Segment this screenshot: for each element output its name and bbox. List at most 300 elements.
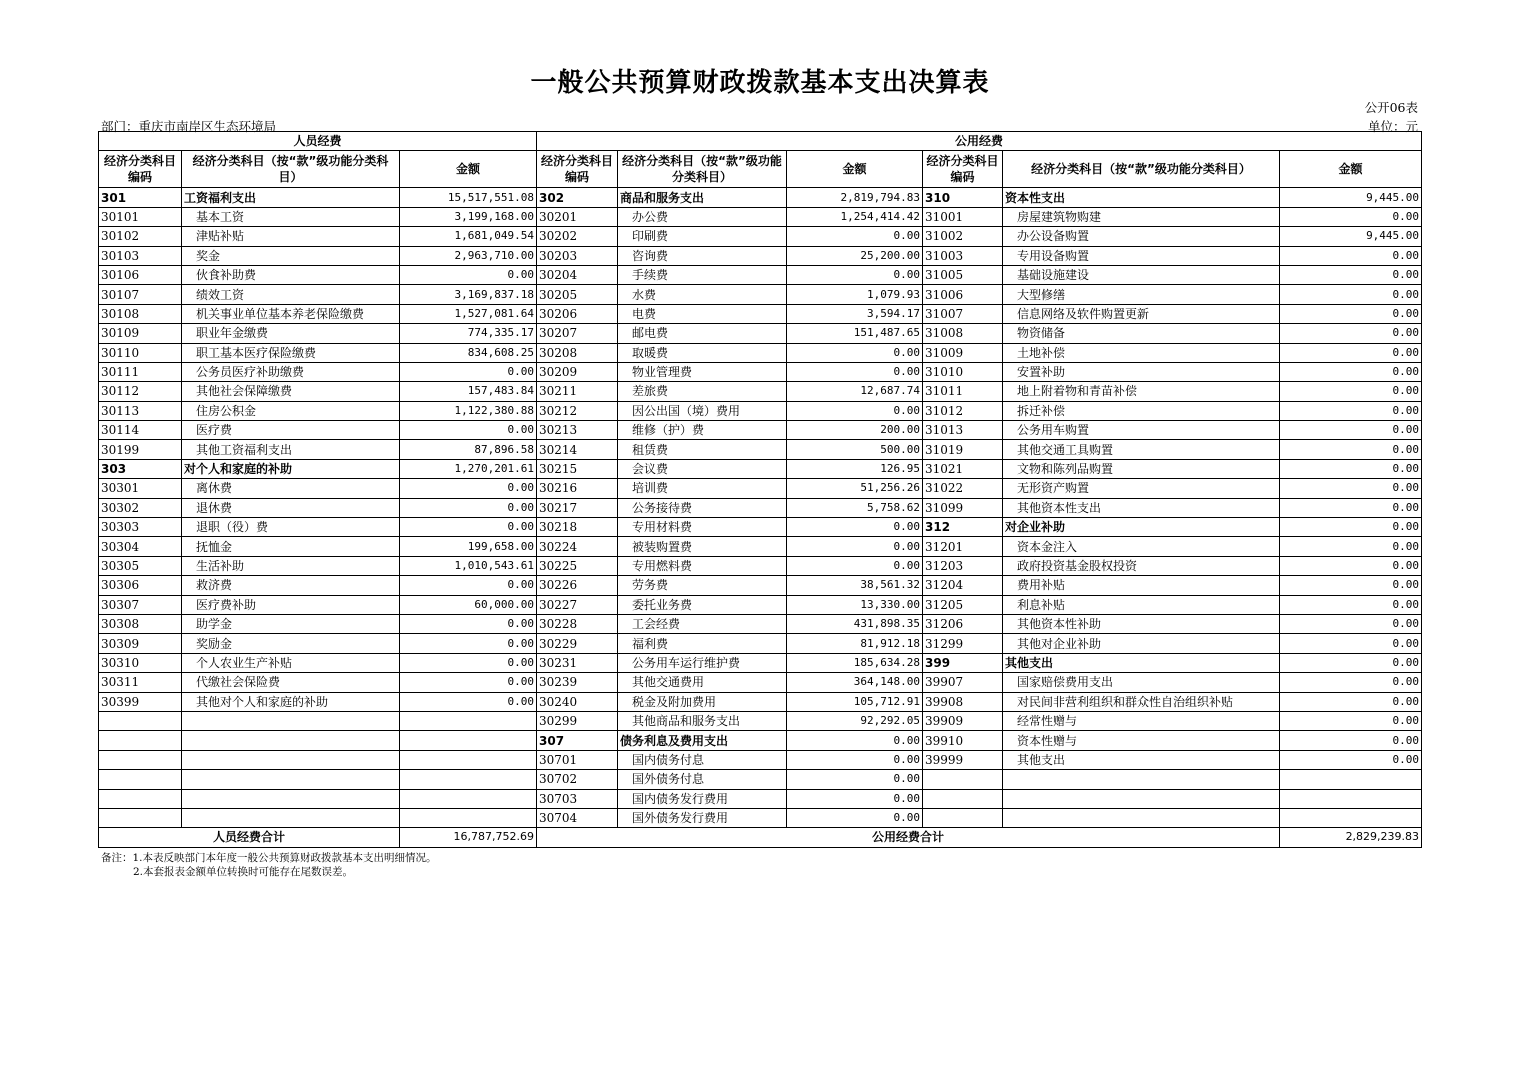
amount-cell: 0.00	[787, 362, 923, 381]
name-cell	[618, 498, 787, 517]
name-cell	[618, 653, 787, 672]
name-text	[1005, 772, 1017, 786]
code-cell: 39910	[923, 731, 1003, 750]
name-text: 公务用车运行维护费	[632, 655, 741, 670]
table-row	[99, 808, 1422, 827]
name-text: 商品和服务支出	[620, 190, 705, 205]
table-row	[99, 440, 1422, 459]
name-text: 对企业补助	[1005, 520, 1066, 535]
name-text: 基本工资	[196, 209, 245, 224]
name-text: 津贴补贴	[196, 229, 245, 244]
name-text: 物资储备	[1017, 326, 1066, 341]
name-cell	[182, 304, 400, 323]
name-cell	[182, 362, 400, 381]
name-text: 税金及附加费用	[632, 694, 717, 709]
name-text: 工资福利支出	[184, 190, 257, 205]
table-row	[99, 556, 1422, 575]
amount-cell	[400, 750, 537, 769]
code-cell: 30213	[537, 421, 618, 440]
name-cell	[182, 731, 400, 750]
name-text: 会议费	[632, 462, 669, 477]
amount-cell: 0.00	[400, 614, 537, 633]
name-text	[184, 792, 196, 806]
name-cell	[182, 285, 400, 304]
name-cell	[1003, 207, 1280, 226]
name-cell	[182, 614, 400, 633]
amount-cell: 0.00	[1280, 459, 1422, 478]
code-cell: 30303	[99, 518, 182, 537]
code-cell: 30305	[99, 556, 182, 575]
amount-cell: 0.00	[1280, 595, 1422, 614]
name-text: 电费	[632, 306, 657, 321]
code-cell: 30208	[537, 343, 618, 362]
name-cell	[1003, 401, 1280, 420]
name-cell	[1003, 382, 1280, 401]
table-row	[99, 265, 1422, 284]
amount-cell: 0.00	[1280, 343, 1422, 362]
code-cell: 31205	[923, 595, 1003, 614]
name-text: 被装购置费	[632, 539, 693, 554]
code-cell: 30201	[537, 207, 618, 226]
name-cell	[182, 789, 400, 808]
amount-cell: 0.00	[1280, 634, 1422, 653]
name-cell	[1003, 537, 1280, 556]
expenditure-table	[98, 131, 1422, 848]
code-cell: 31002	[923, 227, 1003, 246]
name-text: 印刷费	[632, 229, 669, 244]
amount-cell: 0.00	[1280, 324, 1422, 343]
department-label: 部门：重庆市南岸区生态环境局	[101, 119, 277, 134]
code-cell: 31009	[923, 343, 1003, 362]
name-text: 离休费	[196, 481, 233, 496]
amount-cell: 3,169,837.18	[400, 285, 537, 304]
name-cell	[618, 576, 787, 595]
code-cell	[99, 731, 182, 750]
table-row	[99, 692, 1422, 711]
amount-cell: 3,594.17	[787, 304, 923, 323]
header-row-columns	[99, 151, 1422, 188]
name-text: 安置补助	[1017, 365, 1066, 380]
code-cell: 30109	[99, 324, 182, 343]
name-cell	[618, 421, 787, 440]
amount-cell: 1,527,081.64	[400, 304, 537, 323]
code-cell: 30108	[99, 304, 182, 323]
amount-cell: 92,292.05	[787, 711, 923, 730]
name-text: 专用设备购置	[1017, 248, 1090, 263]
header-name: 经济分类科目（按“款”级功能分类科目）	[1003, 151, 1280, 188]
amount-cell: 25,200.00	[787, 246, 923, 265]
name-cell	[618, 459, 787, 478]
table-row	[99, 401, 1422, 420]
code-cell	[99, 808, 182, 827]
code-cell: 39907	[923, 673, 1003, 692]
name-cell	[1003, 556, 1280, 575]
code-cell: 30702	[537, 770, 618, 789]
personnel-total-amount: 16,787,752.69	[400, 828, 537, 847]
amount-cell: 199,658.00	[400, 537, 537, 556]
code-cell: 30114	[99, 421, 182, 440]
name-text: 国家赔偿费用支出	[1017, 675, 1114, 690]
code-cell: 30203	[537, 246, 618, 265]
code-cell: 307	[537, 731, 618, 750]
name-cell	[182, 440, 400, 459]
amount-cell: 0.00	[787, 808, 923, 827]
amount-cell: 0.00	[1280, 614, 1422, 633]
name-text: 个人农业生产补贴	[196, 655, 293, 670]
amount-cell: 0.00	[787, 770, 923, 789]
table-row	[99, 304, 1422, 323]
name-cell	[182, 246, 400, 265]
amount-cell	[400, 711, 537, 730]
code-cell: 31012	[923, 401, 1003, 420]
amount-cell: 500.00	[787, 440, 923, 459]
name-cell	[182, 479, 400, 498]
name-text: 医疗费补助	[196, 597, 257, 612]
code-cell: 30110	[99, 343, 182, 362]
amount-cell: 81,912.18	[787, 634, 923, 653]
name-cell	[1003, 750, 1280, 769]
amount-cell: 13,330.00	[787, 595, 923, 614]
name-text: 费用补贴	[1017, 578, 1066, 593]
code-cell	[99, 770, 182, 789]
name-cell	[1003, 188, 1280, 207]
code-cell	[99, 711, 182, 730]
code-cell: 30112	[99, 382, 182, 401]
amount-cell: 0.00	[1280, 207, 1422, 226]
code-cell: 30307	[99, 595, 182, 614]
amount-cell: 0.00	[787, 343, 923, 362]
name-text: 职工基本医疗保险缴费	[196, 345, 317, 360]
name-cell	[182, 227, 400, 246]
code-cell: 30101	[99, 207, 182, 226]
code-cell: 301	[99, 188, 182, 207]
name-cell	[1003, 479, 1280, 498]
code-cell: 30302	[99, 498, 182, 517]
table-row	[99, 246, 1422, 265]
amount-cell: 0.00	[400, 673, 537, 692]
code-cell: 31010	[923, 362, 1003, 381]
table-row	[99, 653, 1422, 672]
table-row	[99, 789, 1422, 808]
amount-cell: 0.00	[400, 576, 537, 595]
personnel-total-label: 人员经费合计	[99, 828, 400, 847]
name-text: 国外债务发行费用	[632, 811, 729, 826]
code-cell: 30199	[99, 440, 182, 459]
name-cell	[618, 207, 787, 226]
code-cell: 30399	[99, 692, 182, 711]
amount-cell: 0.00	[787, 265, 923, 284]
name-text: 劳务费	[632, 578, 669, 593]
page-title: 一般公共预算财政拨款基本支出决算表	[530, 68, 990, 98]
name-cell	[182, 595, 400, 614]
name-cell	[618, 479, 787, 498]
table-row	[99, 595, 1422, 614]
name-cell	[618, 188, 787, 207]
amount-cell	[1280, 789, 1422, 808]
code-cell: 30202	[537, 227, 618, 246]
public-total-amount: 2,829,239.83	[1280, 828, 1422, 847]
code-cell: 30311	[99, 673, 182, 692]
amount-cell: 0.00	[787, 518, 923, 537]
amount-cell: 126.95	[787, 459, 923, 478]
name-cell	[182, 808, 400, 827]
name-cell	[1003, 343, 1280, 362]
name-text: 对民间非营利组织和群众性自治组织补贴	[1017, 694, 1234, 709]
notes	[101, 851, 437, 879]
amount-cell: 0.00	[1280, 692, 1422, 711]
code-cell: 31203	[923, 556, 1003, 575]
name-cell	[1003, 576, 1280, 595]
amount-cell: 0.00	[1280, 731, 1422, 750]
name-cell	[182, 770, 400, 789]
amount-cell: 0.00	[1280, 382, 1422, 401]
name-text: 专用材料费	[632, 520, 693, 535]
name-text: 其他交通工具购置	[1017, 442, 1114, 457]
name-cell	[1003, 459, 1280, 478]
code-cell	[923, 770, 1003, 789]
name-cell	[1003, 731, 1280, 750]
name-cell	[618, 227, 787, 246]
code-cell: 30111	[99, 362, 182, 381]
name-cell	[1003, 285, 1280, 304]
amount-cell: 185,634.28	[787, 653, 923, 672]
code-cell: 312	[923, 518, 1003, 537]
header-name: 经济分类科目（按“款”级功能分类科目）	[182, 151, 400, 188]
name-text: 水费	[632, 287, 657, 302]
name-text: 公务用车购置	[1017, 423, 1090, 438]
name-text: 机关事业单位基本养老保险缴费	[196, 306, 365, 321]
code-cell: 31204	[923, 576, 1003, 595]
name-text: 拆迁补偿	[1017, 403, 1066, 418]
name-text: 国外债务付息	[632, 772, 705, 787]
amount-cell: 3,199,168.00	[400, 207, 537, 226]
code-cell: 31299	[923, 634, 1003, 653]
amount-cell: 0.00	[787, 789, 923, 808]
name-cell	[1003, 421, 1280, 440]
code-cell: 30229	[537, 634, 618, 653]
code-cell: 39999	[923, 750, 1003, 769]
name-cell	[1003, 634, 1280, 653]
name-text: 生活补助	[196, 559, 245, 573]
name-cell	[1003, 227, 1280, 246]
name-text: 利息补贴	[1017, 597, 1066, 612]
name-cell	[182, 401, 400, 420]
code-cell: 30306	[99, 576, 182, 595]
name-text	[184, 734, 196, 748]
header-name: 经济分类科目（按“款”级功能分类科目）	[618, 151, 787, 188]
code-cell: 30299	[537, 711, 618, 730]
amount-cell: 1,010,543.61	[400, 556, 537, 575]
code-cell: 30113	[99, 401, 182, 420]
unit-label: 单位：元	[1367, 119, 1418, 134]
amount-cell: 2,963,710.00	[400, 246, 537, 265]
name-text: 救济费	[196, 578, 233, 593]
name-text: 其他支出	[1005, 655, 1054, 670]
name-cell	[182, 421, 400, 440]
code-cell: 31001	[923, 207, 1003, 226]
amount-cell	[400, 770, 537, 789]
name-cell	[618, 265, 787, 284]
name-text: 差旅费	[632, 384, 669, 399]
name-cell	[618, 789, 787, 808]
name-text: 其他对企业补助	[1017, 636, 1102, 651]
table-row	[99, 731, 1422, 750]
header-public: 公用经费	[537, 132, 1422, 151]
amount-cell: 200.00	[787, 421, 923, 440]
amount-cell: 834,608.25	[400, 343, 537, 362]
amount-cell: 60,000.00	[400, 595, 537, 614]
name-cell	[182, 576, 400, 595]
table-row	[99, 770, 1422, 789]
name-text: 无形资产购置	[1017, 481, 1090, 496]
amount-cell	[1280, 770, 1422, 789]
code-cell: 399	[923, 653, 1003, 672]
code-cell: 30217	[537, 498, 618, 517]
table-body	[99, 188, 1422, 828]
amount-cell: 9,445.00	[1280, 227, 1422, 246]
table-row	[99, 285, 1422, 304]
amount-cell: 431,898.35	[787, 614, 923, 633]
name-cell	[182, 556, 400, 575]
code-cell: 30310	[99, 653, 182, 672]
name-text: 公务员医疗补助缴费	[196, 365, 305, 380]
name-text: 物业管理费	[632, 365, 693, 380]
code-cell: 30204	[537, 265, 618, 284]
public-total-label: 公用经费合计	[537, 828, 1280, 847]
name-cell	[182, 188, 400, 207]
code-cell: 31011	[923, 382, 1003, 401]
table-row	[99, 324, 1422, 343]
code-cell: 30309	[99, 634, 182, 653]
header-amount: 金额	[1280, 151, 1422, 188]
code-cell: 30704	[537, 808, 618, 827]
code-cell: 31019	[923, 440, 1003, 459]
name-cell	[1003, 498, 1280, 517]
table-row	[99, 459, 1422, 478]
amount-cell: 0.00	[400, 518, 537, 537]
name-text: 退职（役）费	[196, 520, 269, 535]
table-row	[99, 498, 1422, 517]
name-text: 办公设备购置	[1017, 229, 1090, 244]
name-cell	[182, 518, 400, 537]
table-row	[99, 479, 1422, 498]
name-text: 办公费	[632, 209, 669, 224]
name-cell	[618, 673, 787, 692]
name-cell	[1003, 265, 1280, 284]
name-text: 手续费	[632, 268, 669, 283]
name-text: 邮电费	[632, 326, 669, 341]
name-cell	[182, 265, 400, 284]
name-text: 代缴社会保险费	[196, 675, 281, 690]
name-text: 基础设施建设	[1017, 268, 1090, 283]
amount-cell: 0.00	[1280, 421, 1422, 440]
amount-cell: 38,561.32	[787, 576, 923, 595]
amount-cell: 0.00	[400, 634, 537, 653]
name-cell	[1003, 304, 1280, 323]
note-2: 2.本套报表金额单位转换时可能存在尾数误差。	[133, 866, 354, 878]
header-row-groups	[99, 132, 1422, 151]
table-row	[99, 207, 1422, 226]
name-text: 医疗费	[196, 423, 233, 438]
name-cell	[618, 556, 787, 575]
name-cell	[618, 440, 787, 459]
name-cell	[182, 382, 400, 401]
code-cell: 31021	[923, 459, 1003, 478]
name-cell	[618, 750, 787, 769]
name-cell	[618, 382, 787, 401]
name-cell	[618, 324, 787, 343]
name-text: 其他对个人和家庭的补助	[196, 694, 329, 709]
name-text: 取暖费	[632, 345, 669, 360]
totals-row	[99, 828, 1422, 847]
code-cell: 31099	[923, 498, 1003, 517]
name-text: 债务利息及费用支出	[620, 733, 729, 748]
amount-cell: 0.00	[1280, 673, 1422, 692]
amount-cell: 0.00	[1280, 750, 1422, 769]
name-cell	[618, 285, 787, 304]
name-text: 对个人和家庭的补助	[184, 462, 293, 477]
code-cell: 30228	[537, 614, 618, 633]
code-cell: 303	[99, 459, 182, 478]
name-cell	[1003, 653, 1280, 672]
code-cell: 31006	[923, 285, 1003, 304]
amount-cell: 2,819,794.83	[787, 188, 923, 207]
name-text: 其他资本性补助	[1017, 617, 1102, 632]
note-1: 备注：1.本表反映部门本年度一般公共预算财政拨款基本支出明细情况。	[101, 852, 437, 864]
code-cell: 30106	[99, 265, 182, 284]
name-text: 资本性赠与	[1017, 733, 1078, 748]
amount-cell: 0.00	[1280, 362, 1422, 381]
amount-cell: 774,335.17	[400, 324, 537, 343]
amount-cell: 0.00	[400, 479, 537, 498]
name-cell	[618, 731, 787, 750]
name-cell	[618, 537, 787, 556]
amount-cell: 0.00	[1280, 653, 1422, 672]
amount-cell	[400, 789, 537, 808]
header-code: 经济分类科目编码	[99, 151, 182, 188]
amount-cell: 0.00	[400, 421, 537, 440]
code-cell	[923, 789, 1003, 808]
name-text	[1005, 811, 1017, 825]
code-cell: 30205	[537, 285, 618, 304]
code-cell: 30209	[537, 362, 618, 381]
name-text: 国内债务付息	[632, 752, 705, 767]
name-text: 其他交通费用	[632, 675, 705, 690]
name-cell	[1003, 692, 1280, 711]
code-cell: 30216	[537, 479, 618, 498]
amount-cell: 51,256.26	[787, 479, 923, 498]
name-cell	[618, 595, 787, 614]
amount-cell: 0.00	[400, 498, 537, 517]
amount-cell	[400, 731, 537, 750]
name-text: 其他工资福利支出	[196, 442, 293, 457]
amount-cell: 15,517,551.08	[400, 188, 537, 207]
name-text: 培训费	[632, 481, 669, 496]
name-cell	[1003, 324, 1280, 343]
code-cell: 30701	[537, 750, 618, 769]
amount-cell: 0.00	[400, 265, 537, 284]
name-text: 租赁费	[632, 442, 669, 457]
name-text: 信息网络及软件购置更新	[1017, 306, 1150, 321]
name-text: 其他社会保障缴费	[196, 384, 293, 399]
name-text: 资本金注入	[1017, 539, 1078, 554]
table-row	[99, 673, 1422, 692]
name-text: 地上附着物和青苗补偿	[1017, 384, 1138, 399]
table-row	[99, 362, 1422, 381]
name-cell	[182, 343, 400, 362]
name-text	[184, 753, 196, 767]
code-cell: 30226	[537, 576, 618, 595]
